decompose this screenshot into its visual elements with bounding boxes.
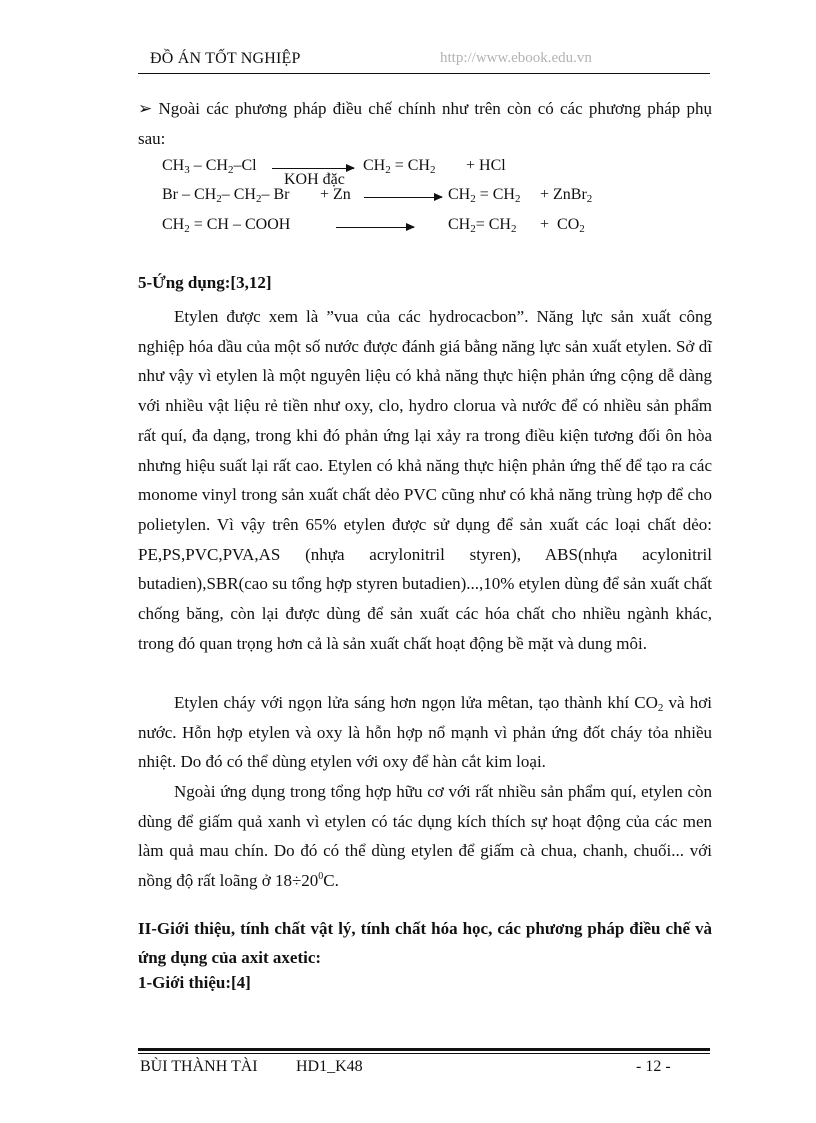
section-5-paragraph-3: Ngoài ứng dụng trong tổng hợp hữu cơ với rất nhiều sản phẩm quí, etylen còn dùng để giấm quả xanh vì etylen có tác dụng kích thích sự hoạt động của các men làm quả mau chín. Do đó có thể dùng etylen để giấm cà chua, chanh, chuối... với nồng độ rất loãng ở $18\div 20^0C$.	[138, 782, 712, 891]
reaction-3-reactant: $CH_2$ = CH – COOH	[162, 216, 291, 235]
section-ii-subheading: 1-Giới thiệu:[4]	[138, 973, 251, 992]
section-5-paragraph-1	[138, 302, 712, 658]
footer-class: HD1_K48	[296, 1058, 363, 1075]
header-url[interactable]: http://www.ebook.edu.vn	[440, 50, 592, 66]
section-ii-heading: II-Giới thiệu, tính chất vật lý, tính chất hóa học, các phương pháp điều chế và ứng dụng của axit axetic:	[138, 919, 712, 967]
reaction-3-product: $CH_2= CH_2$	[448, 216, 517, 235]
reaction-2-reagent: + Zn	[320, 186, 351, 203]
reaction-1-byproduct: + HCl	[466, 157, 506, 174]
reaction-2-arrow	[364, 197, 442, 198]
intro-paragraph	[138, 94, 712, 153]
reaction-2-product: $CH_2 = CH_2$	[448, 186, 521, 205]
reaction-2-reactant: Br – $CH_2-$ $CH_2-$ Br	[162, 186, 290, 205]
bullet-arrow-icon: ➢	[138, 99, 153, 118]
reaction-3-arrow	[336, 227, 414, 228]
paragraph-1-text: Etylen được xem là ”vua của các hydrocacbon”. Năng lực sản xuất công nghiệp hóa dầu của một số nước được đánh giá bằng năng lực sản xuất etylen. Sở dĩ như vậy vì etylen là một nguyên liệu có khả năng thực hiện phản ứng cộng dễ dàng với nhiều vật liệu rẻ tiền như oxy, clo, hydro clorua và nước để có nhiều sản phẩm rất quí, đa dạng, trong khi đó phản ứng lại xảy ra trong điều kiện tương đối ôn hòa nhưng hiệu suất lại rất cao. Etylen có khả năng thực hiện phản ứng thế để tạo ra các monome vinyl trong sản xuất chất dẻo PVC cũng như có khả năng trùng hợp để cho polietylen. Vì vậy trên 65% etylen được sử dụng để sản xuất các loại chất dẻo: PE,PS,PVC,PVA,AS (nhựa acrylonitril styren), ABS(nhựa acylonitril butadien),SBR(cao su tổng hợp styren butadien)...,10% etylen dùng để sản xuất chất chống băng, còn lại được dùng để sản xuất các hóa chất cho nhiều ngành khác, trong đó quan trọng hơn cả là sản xuất chất hoạt động bề mặt và dung môi.	[138, 307, 712, 653]
section-5-paragraph-2: Etylen cháy với ngọn lửa sáng hơn ngọn lửa mêtan, tạo thành khí $CO_2$ và hơi nước. Hỗn hợp etylen và oxy là hỗn hợp nổ mạnh vì phản ứng đốt cháy tỏa nhiều nhiệt. Do đó có thể dùng etylen với oxy để hàn cắt kim loại.	[138, 693, 712, 772]
header-title: ĐỒ ÁN TỐT NGHIỆP	[150, 50, 301, 67]
reaction-1-condition: KOH đặc	[284, 171, 345, 188]
footer-rule-thick	[138, 1048, 710, 1051]
header-rule	[138, 73, 710, 74]
footer-rule-thin	[138, 1053, 710, 1054]
intro-text: Ngoài các phương pháp điều chế chính như trên còn có các phương pháp phụ sau:	[138, 99, 713, 148]
section-5-heading: 5-Ứng dụng:[3,12]	[138, 273, 272, 292]
footer-author: BÙI THÀNH TÀI	[140, 1058, 258, 1075]
reaction-3-byproduct: + $CO_2$	[540, 216, 585, 235]
reaction-1-product: $CH_2 = CH_2$	[363, 157, 436, 176]
reaction-1-reactant: $CH_3 - CH_2-Cl$	[162, 157, 257, 176]
reaction-2-byproduct: + ZnBr$_2$	[540, 186, 593, 205]
reaction-1-arrow	[272, 168, 354, 169]
footer-page-number: - 12 -	[636, 1058, 671, 1075]
